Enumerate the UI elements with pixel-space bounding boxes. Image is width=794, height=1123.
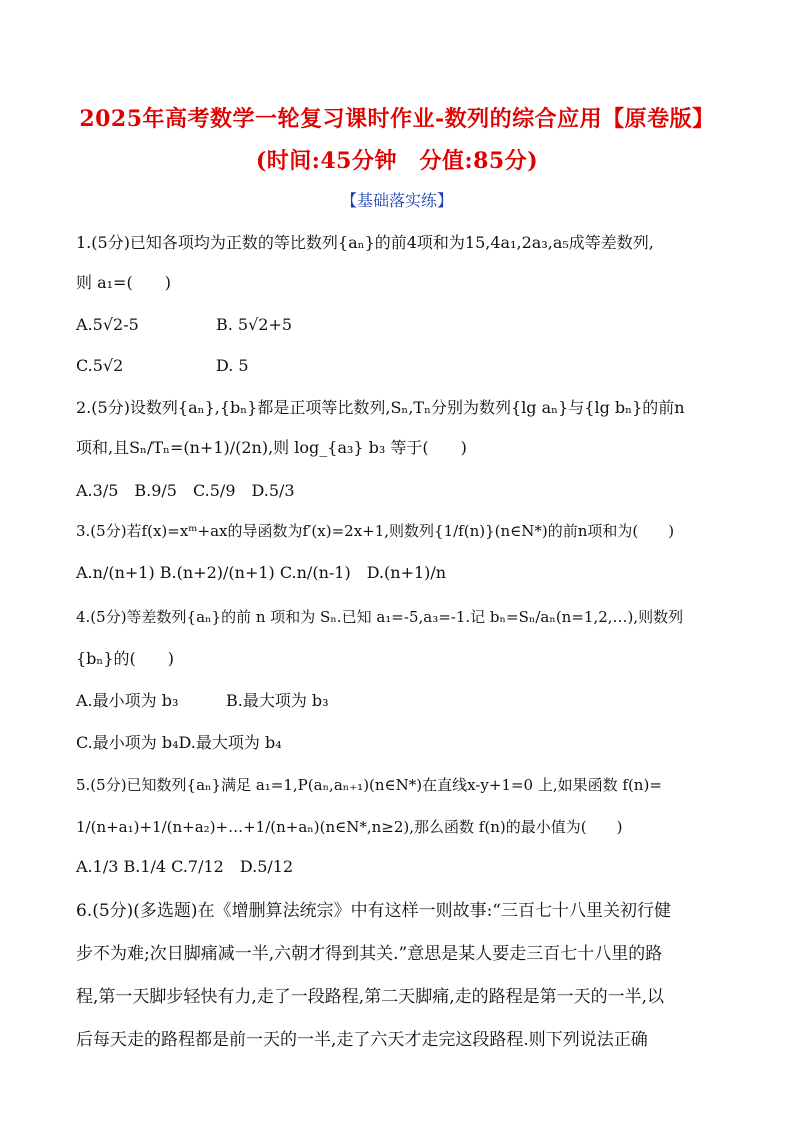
- q6-line1: 6.(5分)(多选题)在《增删算法统宗》中有这样一则故事:“三百七十八里关初行健: [76, 901, 671, 921]
- q3-options: A.n/(n+1) B.(n+2)/(n+1) C.n/(n-1) D.(n+1)/n: [76, 563, 447, 582]
- q4-option-c: C.最小项为 b₄: [76, 733, 179, 752]
- q2-line1: 2.(5分)设数列{aₙ},{bₙ}都是正项等比数列,Sₙ,Tₙ分别为数列{lg aₙ}与{lg bₙ}的前n: [76, 398, 685, 417]
- q3-line1: 3.(5分)若f(x)=xᵐ+ax的导函数为f′(x)=2x+1,则数列{1/f(n)}(n∈N*)的前n项和为( ): [76, 522, 675, 540]
- q1-options-row1: [76, 314, 292, 336]
- q4-options-row1: [76, 690, 329, 712]
- q6-line3: 程,第一天脚步轻快有力,走了一段路程,第二天脚痛,走的路程是第一天的一半,以: [76, 987, 665, 1007]
- q6-line4: 后每天走的路程都是前一天的一半,走了六天才走完这段路程.则下列说法正确: [76, 1030, 648, 1050]
- q1-line1: 1.(5分)已知各项均为正数的等比数列{aₙ}的前4项和为15,4a₁,2a₃,a₅成等差数列,: [76, 233, 654, 252]
- q2-line2: 项和,且Sₙ/Tₙ=(n+1)/(2n),则 log_{a₃} b₃ 等于( ): [76, 438, 467, 457]
- q4-option-a: A.最小项为 b₃: [76, 691, 179, 710]
- document-subtitle: (时间:45分钟 分值:85分): [255, 148, 539, 174]
- q4-line2: {bₙ}的( ): [76, 649, 175, 668]
- q2-options: A.3/5 B.9/5 C.5/9 D.5/3: [76, 481, 295, 500]
- q4-option-d: D.最大项为 b₄: [178, 733, 282, 752]
- q1-option-b: B. 5√2+5: [216, 315, 293, 334]
- document-title: 2025年高考数学一轮复习课时作业-数列的综合应用【原卷版】: [79, 106, 715, 132]
- q5-line1: 5.(5分)已知数列{aₙ}满足 a₁=1,P(aₙ,aₙ₊₁)(n∈N*)在直线x-y+1=0 上,如果函数 f(n)=: [76, 776, 662, 794]
- q1-option-d: D. 5: [216, 356, 249, 375]
- q1-line2: 则 a₁=( ): [76, 273, 171, 292]
- q4-options-row2: [76, 732, 282, 754]
- q1-option-a: A.5√2-5: [76, 315, 139, 334]
- q4-option-b: B.最大项为 b₃: [226, 691, 329, 710]
- q5-options: A.1/3 B.1/4 C.7/12 D.5/12: [76, 857, 294, 876]
- q4-line1: 4.(5分)等差数列{aₙ}的前 n 项和为 Sₙ.已知 a₁=-5,a₃=-1.记 bₙ=Sₙ/aₙ(n=1,2,…),则数列: [76, 608, 684, 626]
- q1-options-row2: [76, 355, 249, 377]
- section-heading: 【基础落实练】: [340, 191, 453, 210]
- q6-line2: 步不为难;次日脚痛减一半,六朝才得到其关.”意思是某人要走三百七十八里的路: [76, 944, 663, 964]
- q1-option-c: C.5√2: [76, 356, 124, 375]
- q5-line2: 1/(n+a₁)+1/(n+a₂)+…+1/(n+aₙ)(n∈N*,n≥2),那么函数 f(n)的最小值为( ): [76, 818, 623, 836]
